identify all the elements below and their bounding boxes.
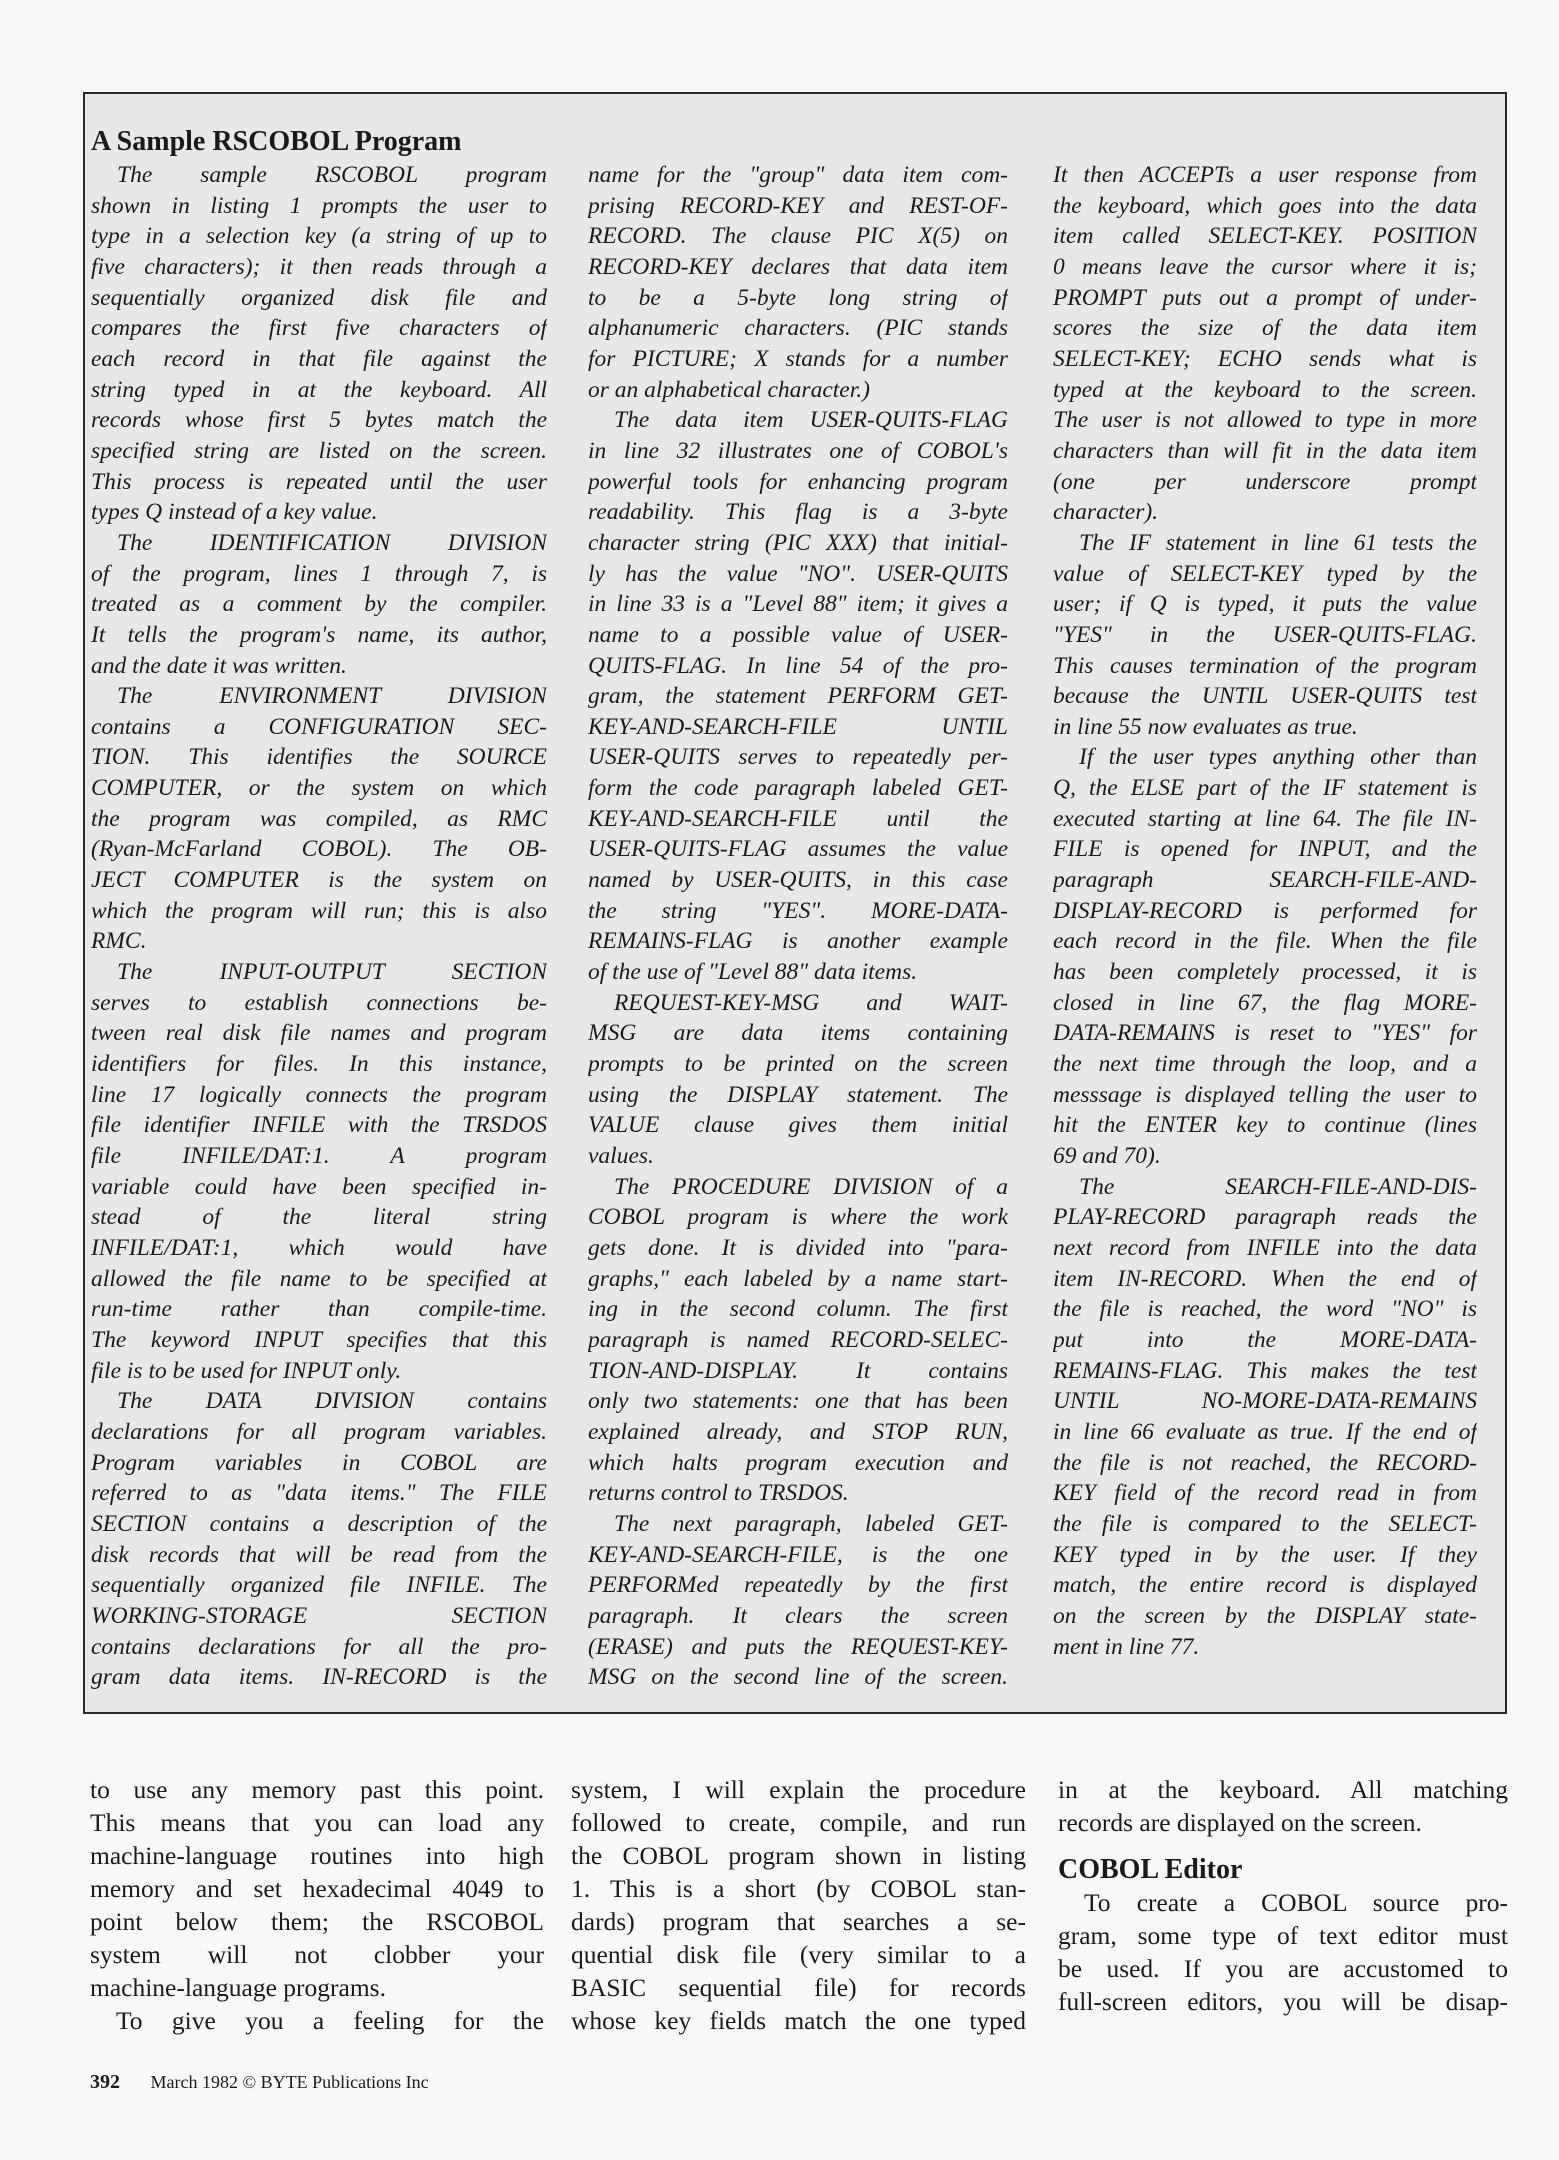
text-line: in at the keyboard. All matching: [1058, 1775, 1508, 1804]
paragraph: [1053, 1172, 1477, 1663]
text-line: This causes termination of the program: [1053, 652, 1477, 679]
text-line: REMAINS-FLAG. This makes the test: [1053, 1357, 1477, 1384]
text-line: RECORD-KEY declares that data item: [588, 253, 1008, 280]
text-line: Program variables in COBOL are: [91, 1449, 547, 1476]
text-line: (ERASE) and puts the REQUEST-KEY-: [588, 1633, 1008, 1660]
text-line: the COBOL program shown in listing: [571, 1841, 1026, 1870]
text-line: file is to be used for INPUT only.: [91, 1357, 402, 1384]
text-line: sequentially organized disk file and: [91, 284, 547, 311]
text-line: system, I will explain the procedure: [571, 1775, 1026, 1804]
paragraph: [91, 957, 547, 1386]
text-line: to use any memory past this point.: [90, 1775, 544, 1804]
text-line: allowed the file name to be specified at: [91, 1265, 547, 1292]
text-line: form the code paragraph labeled GET-: [588, 775, 1008, 802]
text-line: (one per underscore prompt: [1053, 468, 1477, 495]
text-line: types Q instead of a key value.: [91, 499, 378, 526]
text-line: each record in the file. When the file: [1053, 928, 1477, 955]
text-line: be used. If you are accustomed to: [1058, 1954, 1508, 1983]
text-line: DATA-REMAINS is reset to "YES" for: [1053, 1020, 1477, 1047]
text-line: The ENVIRONMENT DIVISION: [117, 683, 547, 710]
sidebar-column-3: [1053, 160, 1477, 1662]
text-line: whose key fields match the one typed: [571, 2006, 1026, 2035]
body-column-1: [90, 1773, 544, 2037]
text-line: contains declarations for all the pro-: [91, 1633, 547, 1660]
text-line: gram data items. IN-RECORD is the: [91, 1664, 547, 1691]
text-line: file identifier INFILE with the TRSDOS: [91, 1112, 547, 1139]
text-line: powerful tools for enhancing program: [588, 468, 1008, 495]
text-line: in line 66 evaluate as true. If the end of: [1053, 1418, 1477, 1445]
paragraph: [91, 681, 547, 957]
text-line: QUITS-FLAG. In line 54 of the pro-: [588, 652, 1008, 679]
text-line: compares the first five characters of: [91, 315, 547, 342]
text-line: KEY field of the record read in from: [1053, 1480, 1477, 1507]
text-line: The INPUT-OUTPUT SECTION: [117, 959, 547, 986]
text-line: identifiers for files. In this instance,: [91, 1051, 547, 1078]
text-line: SECTION contains a description of the: [91, 1510, 547, 1537]
text-line: The next paragraph, labeled GET-: [614, 1510, 1008, 1537]
text-line: for PICTURE; X stands for a number: [588, 345, 1008, 372]
text-line: shown in listing 1 prompts the user to: [91, 192, 547, 219]
text-line: sequentially organized file INFILE. The: [91, 1572, 547, 1599]
text-line: or an alphabetical character.): [588, 376, 870, 403]
text-line: next record from INFILE into the data: [1053, 1234, 1477, 1261]
text-line: values.: [588, 1143, 654, 1169]
text-line: declarations for all program variables.: [91, 1418, 547, 1445]
paragraph: [1053, 528, 1477, 743]
text-line: the program was compiled, as RMC: [91, 805, 547, 832]
text-line: COBOL program is where the work: [588, 1204, 1008, 1231]
text-line: which halts program execution and: [588, 1449, 1008, 1476]
text-line: to be a 5-byte long string of: [588, 284, 1008, 311]
text-line: machine-language programs.: [90, 1973, 386, 2002]
text-line: scores the size of the data item: [1053, 315, 1477, 342]
text-line: in line 33 is a "Level 88" item; it gives a: [588, 591, 1008, 618]
text-line: value of SELECT-KEY typed by the: [1053, 560, 1477, 587]
paragraph: [1053, 160, 1477, 528]
page-footer: [90, 2071, 429, 2094]
text-line: This means that you can load any: [90, 1808, 544, 1837]
text-line: using the DISPLAY statement. The: [588, 1081, 1008, 1108]
text-line: returns control to TRSDOS.: [588, 1480, 849, 1507]
text-line: If the user types anything other than: [1079, 744, 1477, 771]
text-line: system will not clobber your: [90, 1940, 544, 1969]
paragraph: [91, 1386, 547, 1693]
text-line: explained already, and STOP RUN,: [588, 1418, 1008, 1445]
paragraph: [91, 160, 547, 528]
text-line: records whose first 5 bytes match the: [91, 407, 547, 434]
text-line: string typed in at the keyboard. All: [91, 376, 547, 403]
text-line: full-screen editors, you will be disap-: [1058, 1987, 1508, 2016]
text-line: match, the entire record is displayed: [1053, 1572, 1477, 1599]
text-line: run-time rather than compile-time.: [91, 1296, 547, 1323]
text-line: hit the ENTER key to continue (lines: [1053, 1112, 1477, 1139]
text-line: MSG on the second line of the screen.: [588, 1664, 1008, 1691]
text-line: tween real disk file names and program: [91, 1020, 547, 1047]
text-line: 1. This is a short (by COBOL stan-: [571, 1874, 1026, 1903]
text-line: line 17 logically connects the program: [91, 1081, 547, 1108]
text-line: VALUE clause gives them initial: [588, 1112, 1008, 1139]
text-line: RMC.: [91, 928, 147, 955]
paragraph: [1058, 1886, 1508, 2018]
text-line: PERFORMed repeatedly by the first: [588, 1572, 1008, 1599]
text-line: gram, the statement PERFORM GET-: [588, 683, 1008, 710]
text-line: The IF statement in line 61 tests the: [1079, 529, 1477, 556]
text-line: disk records that will be read from the: [91, 1541, 547, 1568]
text-line: The sample RSCOBOL program: [117, 162, 547, 188]
text-line: messsage is displayed telling the user to: [1053, 1081, 1477, 1108]
text-line: INFILE/DAT:1, which would have: [91, 1234, 547, 1261]
text-line: ment in line 77.: [1053, 1633, 1200, 1660]
text-line: FILE is opened for INPUT, and the: [1053, 836, 1477, 863]
paragraph: [571, 1773, 1026, 2037]
text-line: has been completely processed, it is: [1053, 959, 1477, 986]
sidebar-column-1: [91, 160, 547, 1693]
text-line: typed at the keyboard to the screen.: [1053, 376, 1477, 403]
paragraph: [1058, 1773, 1508, 1839]
text-line: BASIC sequential file) for records: [571, 1973, 1026, 2002]
text-line: in line 55 now evaluates as true.: [1053, 713, 1358, 740]
text-line: character).: [1053, 499, 1159, 526]
text-line: each record in that file against the: [91, 345, 547, 372]
text-line: PROMPT puts out a prompt of under-: [1053, 284, 1477, 311]
text-line: the keyboard, which goes into the data: [1053, 192, 1477, 219]
text-line: specified string are listed on the screen.: [91, 437, 547, 464]
text-line: The user is not allowed to type in more: [1053, 407, 1477, 434]
section-heading: COBOL Editor: [1058, 1854, 1243, 1885]
text-line: readability. This flag is a 3-byte: [588, 499, 1008, 526]
text-line: TION. This identifies the SOURCE: [91, 744, 547, 771]
text-line: put into the MORE-DATA-: [1053, 1326, 1477, 1353]
text-line: the file is not reached, the RECORD-: [1053, 1449, 1477, 1476]
text-line: JECT COMPUTER is the system on: [91, 867, 547, 894]
text-line: COMPUTER, or the system on which: [91, 775, 547, 802]
text-line: the file is compared to the SELECT-: [1053, 1510, 1477, 1537]
text-line: USER-QUITS serves to repeatedly per-: [588, 744, 1008, 771]
text-line: character string (PIC XXX) that initial-: [588, 529, 1008, 556]
text-line: of the program, lines 1 through 7, is: [91, 560, 547, 587]
paragraph: [588, 160, 1008, 405]
text-line: file INFILE/DAT:1. A program: [91, 1143, 547, 1169]
text-line: gram, some type of text editor must: [1058, 1921, 1508, 1950]
text-line: prising RECORD-KEY and REST-OF-: [588, 192, 1008, 219]
text-line: It then ACCEPTs a user response from: [1053, 162, 1477, 188]
text-line: the next time through the loop, and a: [1053, 1051, 1477, 1078]
text-line: Q, the ELSE part of the IF statement is: [1053, 775, 1477, 802]
sidebar-column-2: [588, 160, 1008, 1693]
text-line: alphanumeric characters. (PIC stands: [588, 315, 1008, 342]
text-line: RECORD. The clause PIC X(5) on: [588, 223, 1008, 250]
text-line: prompts to be printed on the screen: [588, 1051, 1008, 1078]
text-line: variable could have been specified in-: [91, 1173, 547, 1200]
text-line: paragraph. It clears the screen: [588, 1602, 1008, 1629]
text-line: name to a possible value of USER-: [588, 621, 1008, 648]
text-line: name for the "group" data item com-: [588, 162, 1008, 188]
text-line: closed in line 67, the flag MORE-: [1053, 989, 1477, 1016]
text-line: machine-language routines into high: [90, 1841, 544, 1870]
text-line: user; if Q is typed, it puts the value: [1053, 591, 1477, 618]
text-line: KEY typed in by the user. If they: [1053, 1541, 1477, 1568]
text-line: "YES" in the USER-QUITS-FLAG.: [1053, 621, 1477, 648]
text-line: and the date it was written.: [91, 652, 347, 679]
text-line: paragraph is named RECORD-SELEC-: [588, 1326, 1008, 1353]
body-column-3: [1058, 1773, 1508, 2018]
paragraph: [90, 2004, 544, 2037]
text-line: The keyword INPUT specifies that this: [91, 1326, 547, 1353]
text-line: MSG are data items containing: [588, 1020, 1008, 1047]
text-line: of the use of "Level 88" data items.: [588, 959, 918, 986]
footer-credit: March 1982 © BYTE Publications Inc: [150, 2072, 429, 2092]
text-line: point below them; the RSCOBOL: [90, 1907, 544, 1936]
text-line: To create a COBOL source pro-: [1084, 1888, 1508, 1917]
text-line: five characters); it then reads through a: [91, 253, 547, 280]
paragraph: [91, 528, 547, 681]
text-line: item IN-RECORD. When the end of: [1053, 1265, 1477, 1292]
text-line: PLAY-RECORD paragraph reads the: [1053, 1204, 1477, 1231]
text-line: item called SELECT-KEY. POSITION: [1053, 223, 1477, 250]
text-line: The IDENTIFICATION DIVISION: [117, 529, 547, 556]
text-line: REQUEST-KEY-MSG and WAIT-: [614, 989, 1008, 1016]
text-line: SELECT-KEY; ECHO sends what is: [1053, 345, 1477, 372]
text-line: The DATA DIVISION contains: [117, 1388, 547, 1415]
text-line: UNTIL NO-MORE-DATA-REMAINS: [1053, 1388, 1477, 1415]
text-line: characters than will fit in the data item: [1053, 437, 1477, 464]
paragraph: [90, 1773, 544, 2004]
text-line: This process is repeated until the user: [91, 468, 547, 495]
text-line: The data item USER-QUITS-FLAG: [614, 407, 1008, 434]
text-line: REMAINS-FLAG is another example: [588, 928, 1008, 955]
text-line: DISPLAY-RECORD is performed for: [1053, 897, 1477, 924]
text-line: which the program will run; this is also: [91, 897, 547, 924]
text-line: stead of the literal string: [91, 1204, 547, 1231]
paragraph: [588, 988, 1008, 1172]
text-line: the string "YES". MORE-DATA-: [588, 897, 1008, 924]
paragraph: [588, 1172, 1008, 1509]
text-line: type in a selection key (a string of up to: [91, 223, 547, 250]
text-line: To give you a feeling for the: [116, 2006, 544, 2035]
text-line: TION-AND-DISPLAY. It contains: [588, 1357, 1008, 1384]
text-line: ing in the second column. The first: [588, 1296, 1008, 1323]
text-line: 0 means leave the cursor where it is;: [1053, 253, 1477, 280]
text-line: graphs," each labeled by a name start-: [588, 1265, 1008, 1292]
text-line: memory and set hexadecimal 4049 to: [90, 1874, 544, 1903]
text-line: gets done. It is divided into "para-: [588, 1234, 1008, 1261]
text-line: named by USER-QUITS, in this case: [588, 867, 1008, 894]
text-line: quential disk file (very similar to a: [571, 1940, 1026, 1969]
text-line: WORKING-STORAGE SECTION: [91, 1602, 547, 1629]
paragraph: [588, 1509, 1008, 1693]
body-column-2: [571, 1773, 1026, 2037]
text-line: followed to create, compile, and run: [571, 1808, 1026, 1837]
text-line: KEY-AND-SEARCH-FILE until the: [588, 805, 1008, 832]
text-line: because the UNTIL USER-QUITS test: [1053, 683, 1477, 710]
text-line: paragraph SEARCH-FILE-AND-: [1053, 867, 1477, 894]
text-line: USER-QUITS-FLAG assumes the value: [588, 836, 1008, 863]
text-line: 69 and 70).: [1053, 1143, 1161, 1169]
paragraph: [1053, 742, 1477, 1171]
text-line: only two statements: one that has been: [588, 1388, 1008, 1415]
text-line: in line 32 illustrates one of COBOL's: [588, 437, 1008, 464]
text-line: executed starting at line 64. The file IN-: [1053, 805, 1477, 832]
text-line: ly has the value "NO". USER-QUITS: [588, 560, 1008, 587]
text-line: The SEARCH-FILE-AND-DIS-: [1079, 1173, 1477, 1200]
text-line: treated as a comment by the compiler.: [91, 591, 547, 618]
text-line: It tells the program's name, its author,: [91, 621, 547, 648]
text-line: KEY-AND-SEARCH-FILE, is the one: [588, 1541, 1008, 1568]
sidebar-title: A Sample RSCOBOL Program: [91, 126, 462, 157]
text-line: serves to establish connections be-: [91, 989, 547, 1016]
paragraph: [588, 405, 1008, 987]
text-line: KEY-AND-SEARCH-FILE UNTIL: [588, 713, 1008, 740]
text-line: contains a CONFIGURATION SEC-: [91, 713, 547, 740]
page-number: 392: [90, 2071, 120, 2093]
text-line: referred to as "data items." The FILE: [91, 1480, 547, 1507]
text-line: dards) program that searches a se-: [571, 1907, 1026, 1936]
text-line: records are displayed on the screen.: [1058, 1808, 1422, 1837]
text-line: on the screen by the DISPLAY state-: [1053, 1602, 1477, 1629]
text-line: The PROCEDURE DIVISION of a: [614, 1173, 1008, 1200]
text-line: the file is reached, the word "NO" is: [1053, 1296, 1477, 1323]
text-line: (Ryan-McFarland COBOL). The OB-: [91, 836, 547, 863]
